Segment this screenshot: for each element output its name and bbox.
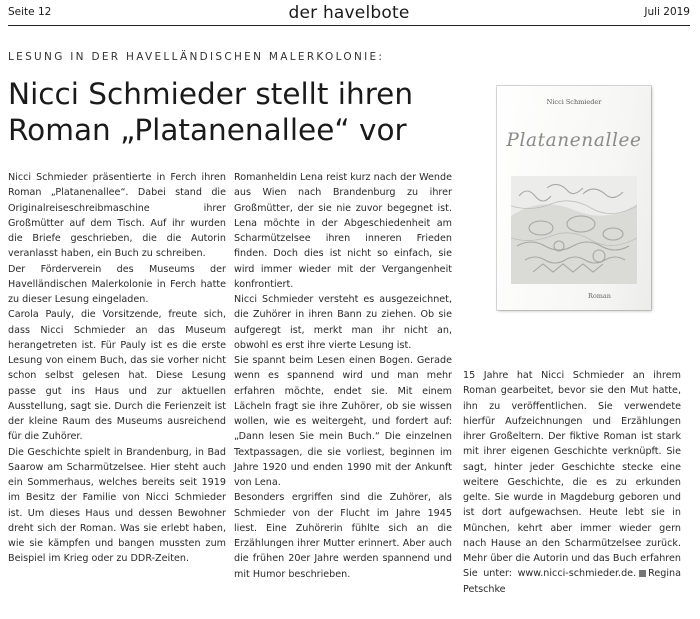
headline-line-2: Roman „Platanenallee“ vor: [8, 113, 407, 147]
article-headline: [8, 76, 478, 148]
article-closing-text: 15 Jahre hat Nicci Schmieder an ihrem Roman gearbeitet, bevor sie den Mut hatte, ihn zu veröffentlichen. Sie verwendete hierfür Aufzeichnungen und Erzählungen ihrer Großeltern. Der fiktive Roman ist stark mit ihrer eigenen Geschichte verknüpft. Sie sagt, hinter jeder Geschichte stecke eine weitere Geschichte, die es zu erkunden gelte. Sie wurde in Magdeburg geboren und ist dort aufgewachsen. Heute lebt sie in München, kehrt aber immer wieder gern nach Hause an den Scharmützelsee zurück. Mehr über die Autorin und das Buch erfahren Sie unter: www.nicci-schmieder.de.: [463, 370, 681, 580]
article-kicker: LESUNG IN DER HAVELLÄNDISCHEN MALERKOLONIE:: [8, 51, 385, 63]
article-paragraph: Romanheldin Lena reist kurz nach der Wende aus Wien nach Brandenburg zu ihrer Großmütter, der sie nie zuvor begegnet ist. Lena möchte in der Abgeschiedenheit am Scharmützelsee ihren inneren Frieden finden. Doch dies ist nicht so einfach, sie wird immer wieder mit der Vergangenheit konfrontiert.: [234, 172, 452, 290]
article-paragraph: [463, 368, 681, 597]
article-column-2: [234, 170, 452, 582]
article-paragraph: Carola Pauly, die Vorsitzende, freute sich, dass Nicci Schmieder an das Museum herangetreten ist. Für Pauly ist es die erste Lesung von einem Buch, das sie vorher nicht schon selbst gelesen hat. Diese Lesung passe gut ins Haus und zur aktuellen Ausstellung, sagt sie. Durch die Ferienzeit ist der kleine Raum des Museums ausreichend für die Zuhörer.: [8, 309, 226, 443]
end-of-article-square-icon: [639, 570, 646, 577]
page-number: Seite 12: [8, 6, 52, 18]
article-paragraph: Sie spannt beim Lesen einen Bogen. Gerade wenn es spannend wird und man mehr erfahren möchte, endet sie. Mit einem Lächeln fragt sie ihre Zuhörer, ob sie wissen wollen, wie es weitergeht, und fordert auf: „Dann lesen Sie mein Buch.“ Die einzelnen Textpassagen, die sie vorliest, beginnen im Jahre 1920 und enden 1990 mit der Ankunft von Lena.: [234, 355, 452, 488]
issue-date: Juli 2019: [644, 6, 690, 18]
publication-name: der havelbote: [288, 3, 410, 23]
article-paragraph: Die Geschichte spielt in Brandenburg, in Bad Saarow am Scharmützelsee. Hier steht auch ein Sommerhaus, welches bereits seit 1919 im Besitz der Familie von Nicci Schmieder ist. Um dieses Haus und dessen Bewohner dreht sich der Roman. Was sie erlebt haben, wie sie kämpfen und bangen mussten zum Beispiel im Krieg oder zu DDR-Zeiten.: [8, 446, 226, 565]
article-paragraph: Nicci Schmieder präsentierte in Ferch ihren Roman „Platanenallee“. Dabei stand die Originalreiseschreibmaschine ihrer Großmütter auf dem Tisch. Auf ihr wurden die Briefe geschrieben, die die Autorin veranlasst haben, ein Buch zu schreiben.: [8, 172, 226, 260]
article-column-1: [8, 170, 226, 567]
book-cover-author: Nicci Schmieder: [546, 98, 602, 106]
article-paragraph: Besonders ergriffen sind die Zuhörer, als Schmieder von der Flucht im Jahre 1945 liest. Eine Zuhörerin fühlte sich an die Erzählungen ihrer Mutter erinnert. Aber auch die frühen 20er Jahre werden spannend und mit Humor beschrieben.: [234, 492, 452, 580]
book-cover-title: Platanenallee: [506, 130, 642, 151]
article-paragraph: Nicci Schmieder versteht es ausgezeichnet, die Zuhörer in ihren Bann zu ziehen. Ob sie aufgeregt ist, merkt man ihr nicht an, obwohl es erst ihre vierte Lesung ist.: [234, 294, 452, 351]
article-column-3: [463, 368, 681, 597]
book-cover-genre: Roman: [587, 292, 611, 300]
header-rule: [8, 25, 690, 26]
page-header: [8, 4, 690, 26]
headline-line-1: Nicci Schmieder stellt ihren: [8, 77, 414, 111]
book-cover-image: [497, 86, 651, 310]
book-cover-illustration: [511, 176, 637, 284]
article-author: Regina Petschke: [463, 568, 681, 595]
article-paragraph: Der Förderverein des Museums der Havelländischen Malerkolonie in Ferch hatte zu dieser Lesung eingeladen.: [8, 263, 226, 305]
